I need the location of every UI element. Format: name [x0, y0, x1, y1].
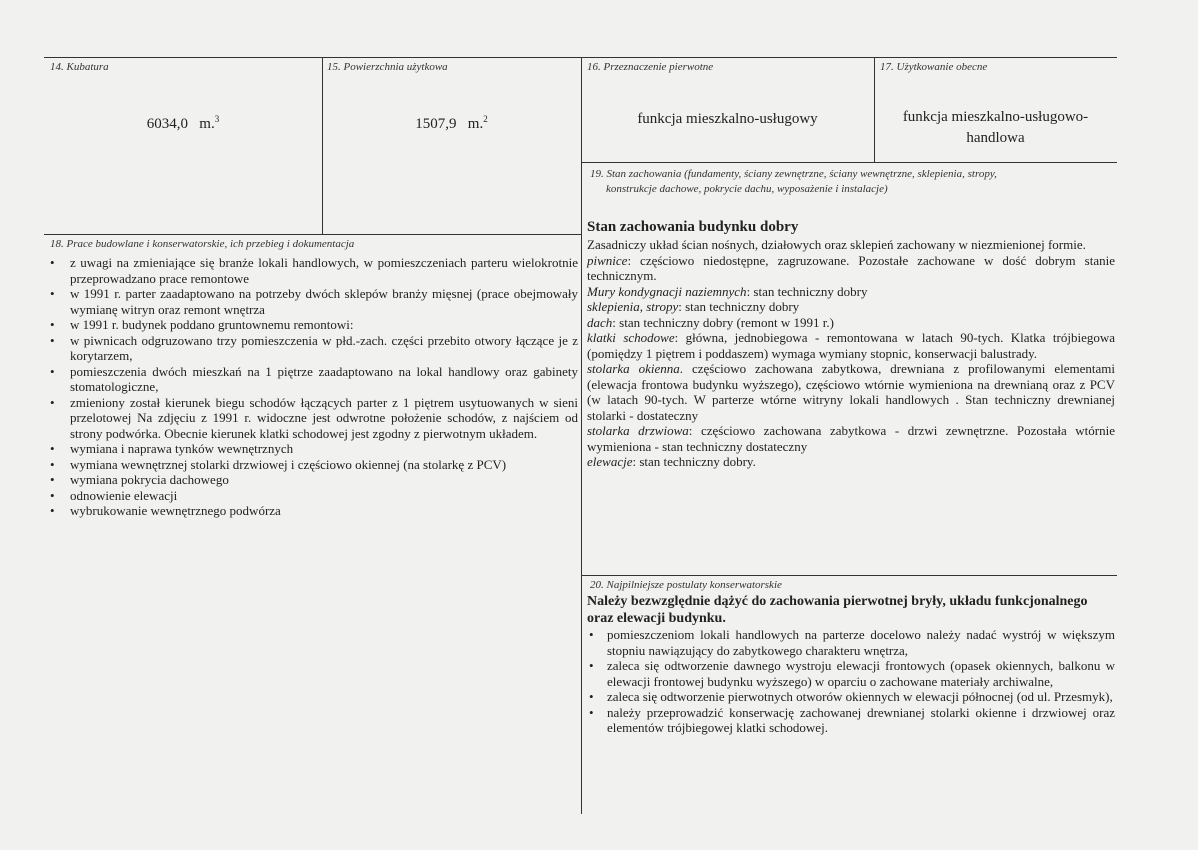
section-19-label-line2: konstrukcje dachowe, pokrycie dachu, wyposażenie i instalacje): [606, 183, 888, 195]
rule-under-16-17: [581, 162, 1117, 163]
condition-term: dach: [587, 314, 613, 330]
condition-entry: [587, 284, 1115, 300]
field-14-unit: m.: [199, 116, 215, 132]
field-14-number: 6034,0: [146, 116, 189, 132]
field-17-value-line1: funkcja mieszkalno-usługowo-: [902, 109, 1089, 125]
condition-term: sklepienia, stropy: [587, 299, 679, 314]
rule-under-14-15: [44, 234, 581, 235]
field-15-label: 15. Powierzchnia użytkowa: [327, 61, 448, 73]
field-16-label: 16. Przeznaczenie pierwotne: [587, 61, 714, 73]
section-20-lead: Należy bezwzględnie dążyć do zachowania pierwotnej bryły, układu funkcjonalnego oraz elewacji budynku.: [587, 594, 1088, 626]
section-20-body: [587, 593, 1115, 736]
section-18-label: 18. Prace budowlane i konserwatorskie, ich przebieg i dokumentacja: [50, 238, 355, 250]
condition-entry: [587, 253, 1115, 284]
field-14-unit-exponent: 3: [214, 114, 220, 124]
condition-text: : główna, jednobiegowa - remontowana w latach 90-tych. Klatka trójbiegowa (pomiędzy 1 piętrem i poddaszem) wymaga wymiany stopnic, konserwacji balustrady.: [587, 330, 1115, 361]
list-item: • w 1991 r. budynek poddano gruntownemu remontowi:: [48, 317, 578, 333]
field-15-unit-exponent: 2: [483, 114, 488, 124]
field-15-unit: m.: [467, 116, 484, 132]
section-19-body: [587, 217, 1115, 470]
list-item: • w piwnicach odgruzowano trzy pomieszczenia w płd.-zach. części przebito otwory łączące je z korytarzem,: [48, 333, 578, 364]
condition-text: : stan techniczny dobry.: [632, 454, 756, 469]
field-17-label: 17. Użytkowanie obecne: [880, 61, 988, 73]
field-15-value: [322, 109, 581, 135]
list-item: • zaleca się odtworzenie dawnego wystroju elewacji frontowych (opasek okiennych, balkonu w elewacji frontowej budynku wyższego) w oparciu o zachowane materiały archiwalne,: [587, 658, 1115, 689]
list-item: • wymiana wewnętrznej stolarki drzwiowej i częściowo okiennej (na stolarkę z PCV): [48, 457, 578, 473]
condition-text: : stan techniczny dobry (remont w 1991 r.): [612, 314, 834, 330]
condition-text: : stan techniczny dobry: [746, 283, 868, 299]
condition-term: stolarka drzwiowa: [587, 423, 689, 438]
condition-entry: [587, 423, 1115, 454]
list-item: • odnowienie elewacji: [48, 488, 578, 504]
divider-14-15: [322, 57, 323, 234]
section-18-body: [48, 255, 578, 519]
condition-entry: [587, 361, 1115, 423]
field-17-value: [874, 107, 1117, 149]
field-17-value-line2: handlowa: [966, 130, 1025, 146]
section-19-heading: Stan zachowania budynku dobry: [587, 219, 799, 235]
list-item: • wymiana pokrycia dachowego: [48, 472, 578, 488]
list-item: • wymiana i naprawa tynków wewnętrznych: [48, 441, 578, 457]
section-18-list: [48, 255, 578, 519]
condition-text: : częściowo niedostępne, zagruzowane. Pozostałe zachowane w dość dobrym stanie technicznym.: [587, 252, 1115, 283]
list-item: • zmieniony został kierunek biegu schodów łączących parter z 1 piętrem usytuowanych w sieni przelotowej Na zdjęciu z 1991 r. widoczne jest odwrotne położenie schodów, z najściem od strony podwórka. Obecnie kierunek klatki schodowej jest zgodny z pierwotnym układem.: [48, 395, 578, 442]
condition-term: stolarka okienna: [587, 361, 680, 376]
condition-text: : częściowo zachowana zabytkowa - drzwi zewnętrzne. Pozostała wtórnie wymieniona - stan techniczny dostateczny: [587, 423, 1115, 454]
field-16-value: funkcja mieszkalno-usługowy: [637, 111, 818, 127]
list-item: • należy przeprowadzić konserwację zachowanej drewnianej stolarki okienne i drzwiowej oraz elementów trójbiegowej klatki schodowej.: [587, 705, 1115, 736]
condition-text: . częściowo zachowana zabytkowa, drewniana z profilowanymi elementami (elewacja frontowa budynku wyższego), częściowo wtórnie wymieniona na drewnianą oraz z PCV (w latach 90-tych. W parterze wtórne witryny lokali handlowych . Stan techniczny drewnianej stolarki - dostateczny: [587, 361, 1116, 423]
condition-entry: [587, 315, 1115, 331]
condition-entry: [587, 330, 1115, 361]
section-20-label: 20. Najpilniejsze postulaty konserwatorskie: [590, 579, 782, 591]
condition-entry: [587, 299, 1115, 315]
rule-above-20: [581, 575, 1117, 576]
condition-term: klatki schodowe: [587, 330, 675, 345]
condition-term: Mury kondygnacji naziemnych: [587, 283, 747, 299]
field-14-label: 14. Kubatura: [50, 61, 109, 73]
list-item: • z uwagi na zmieniające się branże lokali handlowych, w pomieszczeniach parteru wielokrotnie przeprowadzano prace remontowe: [48, 255, 578, 286]
condition-term: piwnice: [587, 252, 628, 268]
list-item: • pomieszczeniom lokali handlowych na parterze docelowo należy nadać wystrój w większym stopniu nawiązujący do zabytkowego charakteru wnętrza,: [587, 627, 1115, 658]
list-item: • pomieszczenia dwóch mieszkań na 1 piętrze zaadaptowano na lokal handlowy oraz gabinety stomatologiczne,: [48, 364, 578, 395]
list-item: • wybrukowanie wewnętrznego podwórza: [48, 503, 578, 519]
field-15-number: 1507,9: [415, 116, 457, 132]
section-20-list: [587, 627, 1115, 736]
list-item: • w 1991 r. parter zaadaptowano na potrzeby dwóch sklepów branży mięsnej (prace obejmowały wymianę witryn oraz remont wnętrza: [48, 286, 578, 317]
divider-15-16: [581, 57, 582, 814]
condition-text: : stan techniczny dobry: [678, 299, 800, 314]
list-item: • zaleca się odtworzenie pierwotnych otworów okiennych w elewacji północnej (od ul. Przesmyk),: [587, 689, 1115, 705]
field-14-value: [44, 109, 322, 135]
condition-entry: [587, 454, 1115, 470]
section-19-intro: Zasadniczy układ ścian nośnych, działowych oraz sklepień zachowany w niezmienionej formie.: [587, 237, 1086, 252]
condition-term: elewacje: [587, 454, 633, 469]
section-19-label-line1: 19. Stan zachowania (fundamenty, ściany zewnętrzne, ściany wewnętrzne, sklepienia, stropy,: [590, 168, 997, 180]
